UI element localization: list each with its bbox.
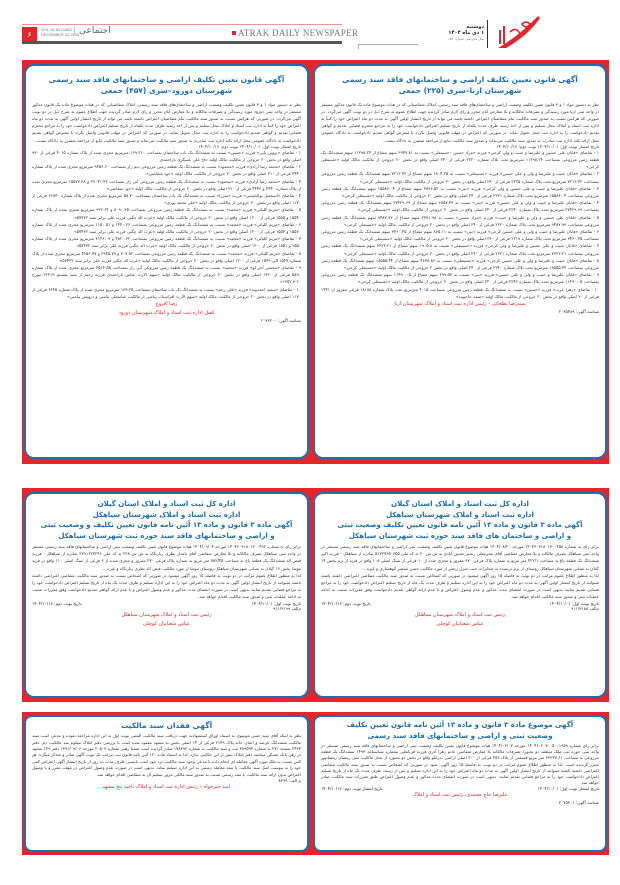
signature-line: عباس شعبانیان کوچلی — [143, 620, 190, 627]
applicant-list — [315, 149, 605, 300]
notice-subtitle: شهرستان ازنا–سری (۲۲۵) جمعی — [398, 86, 522, 96]
notice-intro: نظر به دستور مواد ۱ و ۳ قانون تعیین تکلیف وضعیت اراضی و ساختمان‌های فاقد سند رسمی، املاک متقاضیانی که در هیات موضوع ماده یک قانون مذکور مستقر در واحد ثبتی دورود مورد رسیدگی و تصرفات مالکانه و بلا معارض آنان محرز و رای لازم صادر گردیده جهت اطلاع عموم به شرح ذیل در دو نوبت آگهی می‌گردد. در صورتی که هرکس نسبت به صدور سند مالکیت بنام متقاضیان اعتراض داشته باشد می تواند از تاریخ انتشار اولین آگهی به مدت دو ماه اعتراض خود را کتباً به اداره ثبت اسناد و املاک محل تسلیم و پس از اخذ رسید ظرف مدت یکماه از تاریخ تسلیم اعتراض دادخواست خود را به مراجع محترم قضایی تقدیم و گواهی تقدیم دادخواست را به اداره ثبت محل تحویل نماید. در صورتی که اعتراض در مهلت قانونی واصل نگردد یا معترض گواهی تقدیم دادخواست به دادگاه عمومی محل ارائه نکند اداره ثبت مبادرت به صدور سند مالکیت می‌نماید و صدور سند مالکیت مانع از مراجعه متضرر به دادگاه نیست. — [32, 101, 301, 143]
notice-title-line: اداره ثبت اسناد و املاک شهرستان سیاهکل — [92, 510, 241, 519]
header-top-rule — [22, 24, 342, 25]
signature-line: رئیس ثبت اسناد و املاک شهرستان سیاهکل — [121, 611, 212, 618]
signature-name: رضا افروغ — [155, 300, 178, 307]
list-item: ۷ - تقاضای «مریم کلیائی» فرزند «محمد» نسبت به ششدانگ یک قطعه زمین مزروعی بمساحت ۴۸۲۰.۳۲ و ۳۱۴۶.۰۹ مترمربع مجزی شده از پلاک شماره ۱۵۵۰ و ۱۵۵۱ فرعی از ۱۲۰۰ اصلی واقع در بخش ۲۰ خروجی از مالکیت مالک اولیه «عزت اله چگنی فرزند علی برابر سند ۵۷۴۳۲» — [32, 236, 301, 249]
publication-dates: تاریخ انتشار نوبت اول: ۱۴۰۴/۱۰/۰۱ نوبت دوم: ۱۴۰۴/۱۰/۱۶ — [198, 143, 301, 149]
list-item: ۵ - تقاضای «مریم کلیائی» فرزند «محمد» نسبت به ششدانگ یک قطعه زمین مزروعی بمساحت ۸۰۹۰.۳۵ و ۹۳۲.۶۴ مترمربع مجزی شده از پلاک شماره ۱۵۵۴۰ و ۱۵۵۵ فرعی از ۱۲۰۰ اصلی واقع در بخش ۲۰ خروجی از مالکیت مالک اولیه «عزت اله چگنی فرزند علی برابر سند ۵۷۴۳۲» — [32, 207, 301, 220]
ad-id: شناسه آگهی: ۲۰۶۵۴۸۹ — [558, 308, 599, 314]
notice-title-line: آگهی ماده ۳ قانون و ماده ۱۳ آئین نامه قانون تعیین تکلیف و وضعیت ثبتی — [40, 521, 293, 529]
persian-date: ۱ دی ماه ۱۴۰۴ — [448, 30, 484, 36]
list-item: ۴ - تقاضای «قابان علیرضا و حبیب و ولی و علی حسین» فرزند «نبی» نسبت به ۶۸۵۷.۴۳ سهم مشاع از ۲۷۴۲۹.۶۹ سهم ششدانگ یک قطعه زمین مزروعی بمساحت ۲۷۴۲۹.۶۹ مترمربع تحت پلاک شماره ۲۲۴۰ فرعی از ۲۴۰ اصلی واقع در بخش ۲۰ خروجی از مالکیت مالک اولیه «حسینعلی کرجی» — [321, 200, 599, 213]
notice-siahkal-2 — [24, 492, 309, 698]
list-item: ۶ - تقاضای «مریم کلیائی» فرزند «محمد» نسبت به ششدانگ یک قطعه زمین مزروعی بمساحت ۱۴۴۰.۲۶ و ۱۱۵۰.۵۱ مترمربع مجزی شده از پلاک شماره ۱۵۵۲۰ و ۱۵۵۳ فرعی از ۱۲۰۰ اصلی واقع در بخش ۲۰ خروجی از مالکیت مالک اولیه «عزت اله چگنی فرزند علی برابر سند ۵۷۴۳۲» — [32, 221, 301, 234]
notice-body: برابر رای به شماره ۱۴۰۴۶۰۳۱۸۰۱۳۰۰۴۵۸ مورخه ۱۴۰۴/۰۸/۲۰ هیات موضوع قانون تعیین تکلیف وضعیت ثبتی اراضی و ساختمانهای فاقد سند رسمی مستقر در واحد ثبتی سیاهکل تصرف مالکانه و بلا معارض متقاضی آقای محرمعلی رنجبر حسین آبادی به ش ش ۲۰ به کد ملی ۵۱۷۲۷۶۵۰۳۵۵ صادره از سیاهکل - فرزند اکبر ششدانگ یک قطعه باغ به مساحت ۴۲۲/۱ متر مربع به شماره پلاک فرعی ۹۷۰ مفروز و مجزی شده از ۱۰ فرعی از سنگ اصلی ۱۰۸ واقع در قریه از برم بخش ۱۴ گیلان به نشانی شهرستان سیاهکل روستای از برم نرسیده به مخابرات جنب منزل رنجبر از مورد مالکیت حسن منتصر کوهساری و غیره ... — [321, 544, 600, 571]
notice-intro: نظر به دستور مواد ۱ و ۳ قانون تعیین تکلیف وضعیت اراضی و ساختمان‌های فاقد سند رسمی، املاک متقاضیانی که در هیات موضوع ماده یک قانون مذکور مستقر در واحد ثبتی ازنا مورد رسیدگی و تصرفات مالکانه و بلا معارض آنان محرز و رای لازم صادر گردیده جهت اطلاع عموم به شرح ذیل در دو نوبت آگهی می‌گردد. در صورتی که هرکس نسبت به صدور سند مالکیت بنام متقاضیان اعتراض داشته باشد می تواند از تاریخ انتشار اولین آگهی به مدت دو ماه اعتراض خود را کتباً به اداره ثبت اسناد و املاک محل تسلیم و پس از اخذ رسید ظرف مدت یکماه از تاریخ تسلیم اعتراض دادخواست خود را به مراجع محترم قضایی تقدیم و گواهی تقدیم دادخواست را به اداره ثبت محل تحویل نماید. در صورتی که اعتراض در مهلت قانونی واصل نگردد یا معترض گواهی تقدیم دادخواست به دادگاه عمومی محل ارائه نکند اداره ثبت مبادرت به صدور سند مالکیت می‌نماید و صدور سند مالکیت مانع از مراجعه متضرر به دادگاه نیست. — [321, 101, 600, 143]
list-item: ۸ - تقاضای «مریم کلیائی» فرزند «محمد» نسبت به ششدانگ یک قطعه زمین مزروعی بمساحت ۳۰۷.۸۲ و ۲۹۴۵.۷۹ و ۴۶۵۶.۷۷ مترمربع مجزی شده از پلاک شماره ۱۵۴۷ الی ۱۵۴۹ فرعی از ۱۲۰۰ اصلی واقع در بخش ۲۰ خروجی از مالکیت مالک اولیه «عزت اله چگنی فرزند علی برابر سند ۵۷۴۳۲» — [32, 250, 301, 263]
notice-title-line: اداره کل ثبت اسناد و املاک استان گیلان — [391, 500, 529, 508]
list-item: ۱ - تقاضای «قابان علی حسین و علیرضا و حبیب و ولی کرجی» فرزند «مراد حسین –حسینعلی» نسبت به ۲۹۴۷.۸۱ سهم مشاع از ۱۱۲۹۸.۲۴ سهم ششدانگ یک قطعه زمین مزروعی بمساحت ۱۱۲۹۸.۲۴ مترمربع تحت پلاک شماره ۲۲۲۰ فرعی از ۲۴۰ اصلی واقع در بخش ۲۰ خروجی از مالکیت مالک اولیه «حسینعلی کرجی» — [321, 149, 600, 170]
notice-siahkal-1 — [313, 492, 607, 698]
notice-title-line: آگهی موضوع ماده ۳ قانون و ماده ۱۳ آئین نامه قانون تعیین تکلیف — [346, 721, 574, 729]
signature: علیرضا حاج محمدی، رئیس ثبت اسناد و املاک — [412, 792, 508, 799]
header-separator — [487, 20, 488, 48]
notice-title-line: آگهی ماده ۳ قانون و ماده ۱۳ آئین نامه قانون تعیین تکلیف وضعیت ثبتی — [337, 521, 583, 529]
notice-body: نظر به اینکه آقای سید حسن موسوی به استناد اوراق استشهادیه جهت دریافت سند مالکیت المثنی نوبت اول به این اداره مراجعه نموده و مدعی است سند مالکیت ششدانگ عرصه و اعیان خانه پلاک ۶۱۴۹ فرعی از ۱۴ اصلی بخش نه مشهد مفقود شده است با بررسی دفتر املاک معلوم شد مالکیت ذیل دفتر ۲۴۳۳ صفحه ۲۷۱ به شماره ۳۸۹۵۹۴ ثبت و سند مالکیت به شماره ۱۷۸۳۹۲ صادر گردیده است.ضمنا رهنی شماره ۲۰۵۰۳ مورخه ۱۳۹۱/۰۹/۰۶ دفتر ۱۴۹ مشهد در رهن بانک مسکن میباشد دفتر املاک بیش از این حکایتی ندارد. لذا به استناد ماده ۱۲۰ آئین نامه قانون ثبت مراتب یک نوبت آگهی صادر و متذکر میگردد هر کس نسبت به ملک مورد آگهی معامله ای انجام داده یا مدعی وجود سند مالکیت نزد خود است بایستی ظرف مدت ده روز از تاریخ انتشار آگهی اعتراض کتبی خود را به پیوست اصل سند مالکیت یا سند معامله رسمی به این اداره تسلیم نماید. بدیهی است در صورت عدم وصول اعتراض در مهلت مقرر و یا وصول اعتراض بدون ارائه سند مالکیت یا سند رسمی نسبت به صدور سند مالکی مرور تسلیم آن به متقاضی اقدام خواهد شد. — [32, 733, 302, 777]
list-item: ۲ - تقاضای «محمد رضا آزادی» فرزند «محمود» نسبت به ششدانگ یک قطعه زمین مزروعی دیم زار بمساحت ۹۴۵۶.۶۰ مترمربع مجزی شده از پلاک شماره ۴۴۴۰ فرعی از ۳۱۰ اصلی واقع در بخش ۲۰ خروجی از مالکیت مالک اولیه «خود متقاضی» — [32, 164, 301, 177]
notice-dorud — [24, 64, 309, 459]
list-item: ۲ - تقاضای «قابان حبیب و علیرضا و ولی و علی حسین» فرزند «حسینعلی» نسبت به ۱۸۰۴.۲۵ سهم مشاع از ۷۲۱۳.۴۲ سهم ششدانگ یک قطعه زمین مزروعی بمساحت ۷۲۱۳.۴۲ مترمربع تحت پلاک شماره ۲۲۲۵ فرعی از ۲۴۰ اصلی واقع در بخش ۲۰ خروجی از مالکیت مالک اولیه «حسینعلی کرجی» — [321, 171, 599, 184]
volume-number: VOL.16 NO.1880 — [41, 27, 72, 32]
first-date: تاریخ نوبت اول: ۱۴۰۴/۱۰/۰۱ — [251, 600, 301, 606]
header-right-rule — [358, 44, 418, 45]
first-date: تاریخ نوبت اول: ۱۴۰۴/۱۰/۰۱ — [549, 600, 599, 606]
english-date: DECEMBER 22,2025 — [41, 32, 80, 37]
notice-title: آگهی فقدان سند مالکیت — [120, 721, 213, 730]
list-item: ۱۰ - تقاضای «زهرا عرب» فرزند «حسین» نسبت به ششدانگ یک قطعه زمین مزروعی بمساحت ۴۰۱۵ مترمربع تحت پلاک شماره ۱۸۱۸۸ فرعی مفروز از ۱۴۴۱ فرعی از ۳۰ اصلی واقع در بخش ۲۰ خروجی از مالکیت مالک اولیه «صمد حاجیوند» — [321, 286, 600, 299]
publication-dates: تاریخ انتشار نوبت اول: ۱۴۰۴/۱۰/۰۱ نوبت دوم: ۱۴۰۴/۱۰/۱۶ — [496, 143, 599, 149]
paper-name: ATRAK DAILY NEWSPAPER — [232, 28, 358, 38]
list-item: ۶ - تقاضای «قابان علیرضا و حبیب و ولی و علی حسین کرجی» فرزند «نبی» نسبت به ۸۶۵.۱۱ سهم مشاع از ۳۴۶۰.۴۵ سهم ششدانگ یک قطعه زمین مزروعی بمساحت ۳۴۶۰.۴۵ مترمربع تحت پلاک شماره ۲۲۱۹ فرعی از ۲۴۰ اصلی واقع در بخش ۲۰ خروجی از مالکیت مالک اولیه «حسینعلی کرجی» — [321, 228, 600, 242]
atrak-logo — [492, 12, 542, 52]
notice-body-2: لذا به منظور اطلاع عموم مراتب در دو نوبت به فاصله ۱۵ روز آگهی میشود در صورتی که اشخاص نسبت به صدور سند مالکیت متقاضی اعتراضی داشته باشند میتوانند از تاریخ انتشار اولین آگهی به مدت دو ماه اعتراض خود را به این اداره تسلیم و ظرف مدت یک ماه از تاریخ تسلیم اعتراض دادخواست خود را به مراجع قضایی تقدیم نمایند بدیهی است در صورت انقضای مدت مذکور و عدم وصول اعتراض و یا عدم ارائه گواهی تقدیم دادخواست وفق مقررات نسبت به ادامه عملیات ثبتی و صدور سند مالکیت اقدام خواهد شد. — [321, 572, 599, 600]
list-item: ۷ - تقاضای «قابان حبیب و علی حسین و علیرضا و ولی کرجی» فرزند «حسینعلی» نسبت به ۱۹۰۵.۸ سهم مشاع از ۷۶۲۳.۲۱ سهم ششدانگ یک قطعه زمین مزروعی بمساحت ۷۶۲۳.۲۱ مترمربع تحت پلاک شماره ۲۲۲۱ فرعی از ۲۴۰ اصلی واقع در بخش ۲۰ خروجی از مالکیت مالک اولیه «حسینعلی کرجی» — [321, 243, 599, 256]
notice-title: آگهی قانون تعیین تکلیف اراضی و ساختمانهای فاقد سند رسمی — [342, 75, 578, 84]
list-item: ۳ - تقاضای «قابان علیرضا و حبیب و علی حسین و ولی کرجی» فرزند «نبی» نسبت به ۳۸۹۶.۵۲ سهم مشاع از ۱۵۵۸۶.۰۴ سهم ششدانگ یک قطعه زمین مزروعی بمساحت ۱۵۵۸۶.۰۴ مترمربع تحت پلاک شماره ۲۲۲۱ فرعی از ۲۴۰ اصلی واقع در بخش ۲۰ خروجی از مالکیت مالک اولیه «حسینعلی کرجی» — [321, 185, 600, 198]
ad-id: شناسه آگهی: ۲۰۷۳۲۰۰ — [260, 317, 301, 323]
list-item: ۵ - تقاضای «قابان علی حسین و ولی و علیرضا و حبیب» فرزند «مراد حسین» نسبت به ۲۳۷۱.۹۸ سهم مشاع از ۹۴۸۷.۹۳ سهم ششدانگ یک قطعه زمین مزروعی بمساحت ۹۴۸۷.۹۳ مترمربع تحت پلاک شماره ۲۲۲۰ فرعی از ۲۴۰ اصلی واقع در بخش ۲۰ خروجی از مالکیت مالک اولیه «حسینعلی کرجی» — [321, 214, 599, 227]
list-item: ۳ - تقاضای «محمد رضا آزادی» فرزند «محمود» نسبت به ششدانگ یک قطعه زمین مزروعی آبی زار بمساحت ۲۹۰۴۱.۴۳ و ۱۵۵۷۷.۲۸ مترمربع مجزی شده از پلاک شماره ۴۴۴۰ و ۴۴۴۳ فرعی از ۳۱۰ اصلی واقع در بخش ۲۰ خروجی از مالکیت مالک اولیه «خود متقاضی» — [32, 178, 301, 191]
page-number-badge: ۶ — [22, 27, 37, 43]
signature: کفیل اداره ثبت اسناد و املاک شهرستان دورود — [118, 309, 215, 316]
notice-lost-deed — [24, 715, 309, 852]
list-item: ۱ - تقاضای «پروین پاپی» فرزند «حسین» نسبت به ششدانگ یک باب ساختمان بمساحت ۱۶۹.۲۱۰ مترمربع مجزی شده از پلاک شماره ۴۰۱۵ فرعی از ۹۳۰ اصلی واقع در بخش ۲۰ خروجی از مالکیت مالک اولیه حاج علی عسگری یاراحمدی — [32, 149, 301, 162]
notice-title-line: اداره ثبت اسناد و املاک شهرستان سیاهکل — [386, 510, 534, 519]
notice-title-line: اداره کل ثبت اسناد و املاک استان گیلان — [97, 500, 236, 508]
reference-number: م الف: ۸۲۹۹ — [278, 778, 301, 784]
signature: امید خیرخواه – رئیس اداره ثبت اسناد و املاک ناحیه پنج مشهد — [102, 784, 231, 791]
list-item: ۸ - تقاضای «قابان حبیب و علیرضا و ولی و علی حسین کرجی» فرزند «حسینعلی» نسبت به ۴۶۳۸.۸۶ سهم مشاع از ۱۸۵۵۵.۴۴ سهم ششدانگ یک قطعه زمین مزروعی بمساحت ۱۸۵۵۵.۴۴ مترمربع تحت پلاک شماره ۲۲۴۰ فرعی از ۲۴۰ اصلی واقع در بخش ۲ خروجی از مالکیت مالک اولیه «حسینعلی کرجی» — [321, 257, 600, 270]
ad-id: شناسه آگهی: ۲۰۷۵۲۰۱ — [558, 800, 599, 806]
list-item: ۴ - تقاضای «اسمعیل بوالحسنی» فرزند «میرزا» نسبت به ششدانگ یک باب ساختمان بمساحت ۵۸.۷۰ مترمربع مجزی شده از پلاک شماره ۶۶۸۴۰ فرعی از ۱۱۷۰ اصلی واقع در بخش ۲۰ خروجی از مالکیت مالک اولیه «علی محمد پوری» — [32, 192, 301, 206]
applicant-list — [26, 149, 307, 300]
notice-title-line: وضعیت ثبتی و اراضی و ساختمانهای فاقد سند رسمی — [367, 731, 553, 740]
signature-line: رئیس ثبت اسناد و املاک شهرستان سیاهکل — [414, 611, 506, 618]
notice-azna — [313, 64, 607, 459]
notice-body-2: لذا به منظور اطلاع عموم مراتب در دو نوبت به فاصله ۱۵ روز آگهی میشود در صورتی که اشخاص نسبت به صدور سند مالکیت متقاضی اعتراضی داشته باشند میتوانند از تاریخ انتشار اولین آگهی به مدت دو ماه اعتراض خود را به این اداره تسلیم و ظرف مدت یک ماه از تاریخ تسلیم اعتراض دادخواست خود را به مراجع قضایی تقدیم نمایند بدیهی است در صورت انقضای مدت مذکور و عدم وصول اعتراض و یا عدم ارائه گواهی تقدیم دادخواست وفق مقررات نسبت به ادامه عملیات ثبتی و صدور سند مالکیت اقدام خواهد شد. — [32, 572, 301, 600]
signature: سیدرضا بطحائی - رئیس اداره ثبت اسناد و املاک شهرستان ازنا — [394, 300, 526, 307]
section-name: اجتماعی — [74, 26, 111, 36]
header-bottom-rule — [22, 41, 342, 44]
reference-number: م‌الف ۹۱۱/۳۱۸۸ — [571, 605, 599, 611]
issue-date-block — [434, 24, 484, 42]
weekday: دوشنبه — [466, 24, 484, 30]
second-date: تاریخ انتشار نوبت دوم: ۱۴۰۴/۱۰/۱۶ — [321, 786, 383, 792]
notice-title: آگهی قانون تعیین تکلیف اراضی و ساختمانهای فاقد سند رسمی — [48, 75, 285, 84]
reference-number: م‌الف ۹۱۱/۳۱۹۹ — [273, 605, 301, 611]
notice-body: برابر رای به شماره ۱۴۰۴۶۰۳۱۸۰۱۳۰۰۴۹۲ مورخه ۱۴۰۴/۰۹/۰۴ هیات موضوع قانون تعیین تکلیف وضعیت ثبتی اراضی و ساختمانهای فاقد سند رسمی مستقر در واحد ثبتی سیاهکل تصرف مالکانه و بلا معارض متقاضی آقای نامدار نظری زیارنگاه به ش ش ۲۲۸ به کد ملی ۲۷۹۱۶۲۳۲۴۶ صادره از سیاهکل - فرزند فیض اله ششدانگ یک قطعه باغ به مساحت ۷۸۲/۴۵ متر مربع به شماره پلاک فرعی ۲۷۰ مفروز و مجزی شده از ۶ فرعی از سنگ اصلی ۱۱۰ واقع در قریه موشا بخش ۱۶ گیلان به نشانی شهرستان سیاهکل روستای موشا از مورد مالکیت فیض اله نظری زیارنگاه و غیره ... — [32, 544, 302, 571]
signature-line: عباس شعبانیان کوچلی — [436, 620, 484, 627]
second-date: تاریخ نوبت دوم: ۱۴۰۴/۱۰/۱۶ — [321, 600, 371, 606]
notice-title-line: و اراضی و ساختمان های فاقد سند حوزه ثبت شهرستان سیاهکل — [348, 531, 572, 540]
first-date: تاریخ انتشار نوبت اول: ۱۴۰۴/۱۰/۰۱ — [537, 786, 599, 792]
notice-body: برابر رای شماره ۱۴۰۴۶۰۳۰۷۰۰۵۰۰۱۹۵۹ مورخه ۱۴۰۴/۰۳/۰۷ هیات موضوع قانون تعیین تکلیف وضعیت ثبتی اراضی و ساختمانهای فاقد سند رسمی مستقر در واحد ثبتی حوزه ثبت ملک منطقه دو بجنورد تصرفات مالکانه بلا معارض متقاضی خانم زهرا آذری فرزند قربانعلی بشماره شناسنامه ۱۴۹۳ ششدانگ یک قطعه مزروعی به مساحت ۳۳۳۳۷.۶۱ متر مربع قسمتی از پلاک ۴۵۶ فرعی از ۲۰۰ اصلی اراضی بدرانلو واقع در بخش دو بجنورد از محل مالکیت ثبتی رمضان رمضانپور محرز گردیده است. لذا به منظور اطلاع عموم مراتب در دو نوبت به فاصله ۱۵ روز آگهی، شود در صورتی که اشخاص نسبت به صدور سند مالکیت متقاضی اعتراضی داشته باشند میتوانند از تاریخ انتشار اولین آگهی به مدت دو ماه اعتراض خود را به این اداره تسلیم و پس از رسید، ظرف مدت یک ماه از تاریخ تسلیم اعتراض دادخواست خود را به مراجع قضایی تقدیم نمایند. بدیهی است در صورت انقضای مدت مذکور و عدم وصول اعتراض طبق مقررات سند مالکیت صادر خواهد شد. — [321, 743, 599, 786]
notice-subtitle: شهرستان دورود–سری (۴۵۷) جمعی — [100, 86, 233, 96]
list-item: ۹ - تقاضای «محسن آجر لو» فرزند «محمد» نسبت به ششدانگ یک قطعه زمین مزروعی آبی زار بمساحت ۳۵۱۴.۵۸ مترمربع مجزی شده از پلاک شماره ۵۸۹۰ فرعی از ۱۴۶۰ اصلی واقع در بخش ۲۰ خروجی از مالکیت مالک اولیه «سهم الارث عباس یاراحمدی فرزند رحیم از سند تقسیم ۳۶۲۱۹ مورخ ۱۳۵۲.۳.۲۰» — [32, 264, 301, 285]
notice-title-line: و اراضی و ساختمانهای فاقد سند حوزه ثبت شهرستان سیاهکل — [58, 531, 275, 540]
newspaper-header — [0, 0, 620, 60]
list-item: ۹ - تقاضای «قابان علیرضا و حبیب و ولی و علی حسین» فرزند «نبی» نسبت به ۲۹۹.۵۷ سهم مشاع از ۱۱۴۹۰.۰۵ سهم ششدانگ یک قطعه زمین مزروعی بمساحت ۱۱۴۹۰.۰۵ مترمربع تحت پلاک شماره ۲۲۴۶ فرعی از ۲۴۰ اصلی واقع در بخش ۲۰ خروجی از مالکیت مالک اولیه «حسینعلی کرجی» — [321, 272, 599, 285]
issue-line: سال شانزدهم - شماره ۱۸۸۰ — [448, 37, 484, 41]
list-item: ۱۰ - تقاضای «سعید احمدوند» فرزند «علی رحم» نسبت به ششدانگ یک باب ساختمان بمساحت ۱۳۹.۲۵ مترمربع مجزی شده از پلاک شماره ۶۶۴۵ فرعی از ۱۱۷۰ اصلی واقع در بخش ۲۰ خروجی از مالکیت مالک اولیه «سهم الارث افراسیاب پیامنی از مالکیت عباسعلی پیامنی و درویش پیامنی» — [32, 286, 301, 299]
notice-bojnourd — [313, 715, 607, 852]
second-date: تاریخ نوبت دوم: ۱۴۰۴/۱۰/۱۶ — [32, 600, 82, 606]
